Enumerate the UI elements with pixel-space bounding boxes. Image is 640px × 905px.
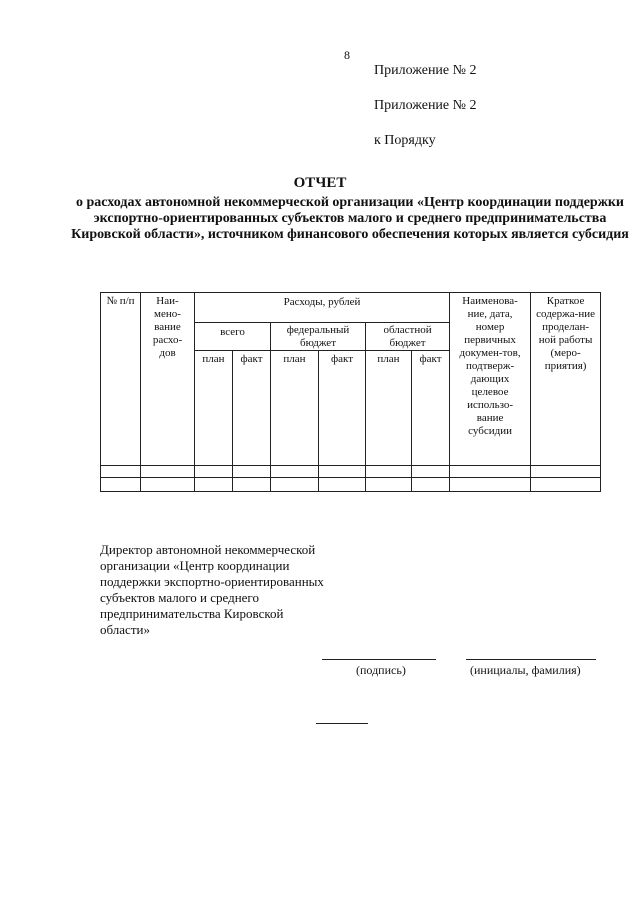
- appendix-line-3: к Порядку: [374, 133, 436, 148]
- header-work: Краткое содержа-ние проделан-ной работы (меро-приятия): [531, 293, 601, 466]
- signature-block: Директор автономной некоммерческой организации «Центр координации поддержки экспортно-ориентированных субъектов малого и среднего предпринимательства Кировской области»: [100, 542, 324, 637]
- header-regional-fact: факт: [412, 351, 450, 466]
- header-num: № п/п: [101, 293, 141, 466]
- name-caption: (инициалы, фамилия): [470, 663, 581, 677]
- report-title: ОТЧЕТ: [293, 175, 347, 191]
- appendix-line-1: Приложение № 2: [374, 63, 477, 78]
- header-regional-plan: план: [366, 351, 412, 466]
- closing-line: [316, 723, 368, 724]
- header-total-plan: план: [195, 351, 233, 466]
- name-line: [466, 659, 596, 660]
- header-name: Наи-мено-вание расхо-дов: [141, 293, 195, 466]
- header-federal-fact: факт: [319, 351, 366, 466]
- header-regional: областной бюджет: [366, 323, 450, 351]
- appendix-line-2: Приложение № 2: [374, 98, 477, 113]
- signature-caption: (подпись): [356, 663, 406, 677]
- table-row: [101, 478, 601, 492]
- signature-line: [322, 659, 436, 660]
- expenses-table: [100, 292, 601, 492]
- report-subtitle: о расходах автономной некоммерческой организации «Центр координации поддержки экспортно-ориентированных субъектов малого и среднего предпринимательства Кировской области», источником финансового обеспечения которых является субсидия: [71, 195, 629, 242]
- table-row: [101, 466, 601, 478]
- header-total: всего: [195, 323, 271, 351]
- header-docs: Наименова-ние, дата, номер первичных докумен-тов, подтверж-дающих целевое использо-вание субсидии: [450, 293, 531, 466]
- header-expenses: Расходы, рублей: [195, 293, 450, 323]
- header-total-fact: факт: [233, 351, 271, 466]
- page-number: 8: [344, 48, 350, 62]
- header-federal: федеральный бюджет: [271, 323, 366, 351]
- header-federal-plan: план: [271, 351, 319, 466]
